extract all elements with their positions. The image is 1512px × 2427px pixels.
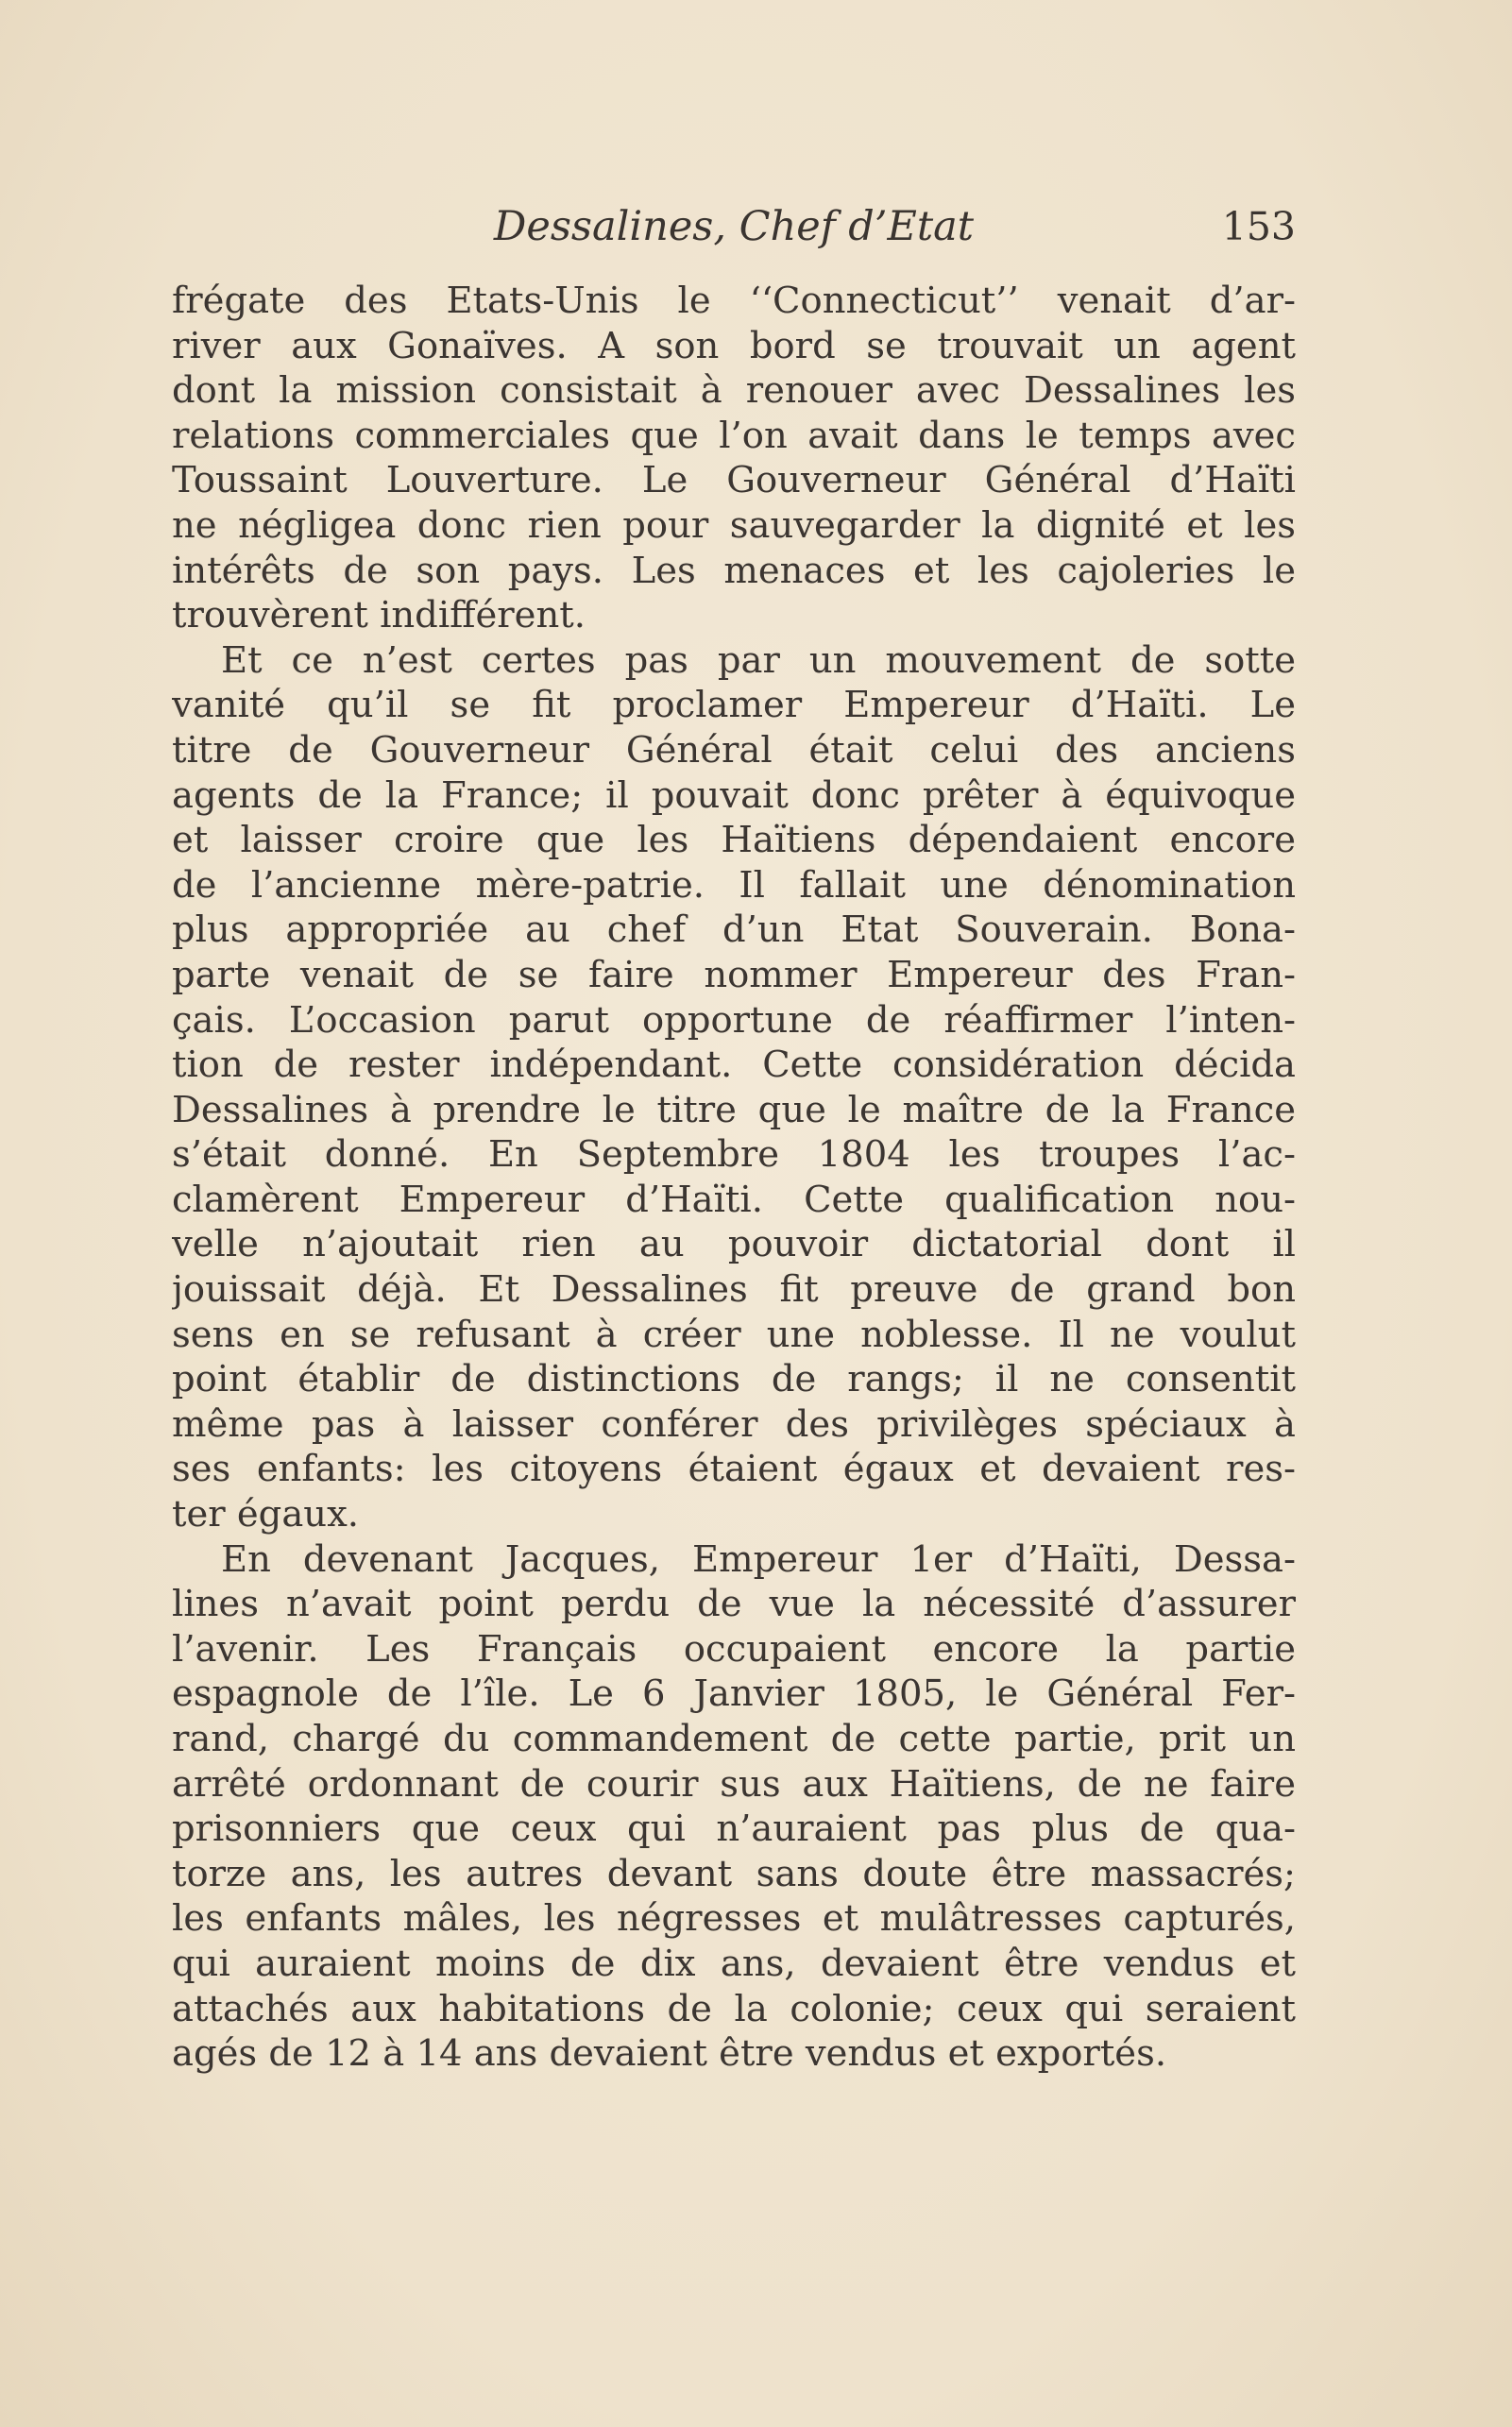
text-line: En devenant Jacques, Empereur 1er d’Haïti, Dessa- <box>221 1537 1296 1581</box>
text-line: frégate des Etats-Unis le ‘‘Connecticut’’ venait d’ar- <box>172 280 1296 322</box>
text-line: point établir de distinctions de rangs; il ne consentit <box>172 1358 1296 1401</box>
page-header <box>172 196 1296 257</box>
text-line: trouvèrent indifférent. <box>172 594 586 637</box>
body-text <box>172 279 1296 2077</box>
text-line: attachés aux habitations de la colonie; ceux qui seraient <box>172 1987 1296 2030</box>
text-line: parte venait de se faire nommer Empereur des Fran- <box>172 953 1296 996</box>
text-line: vanité qu’il se fit proclamer Empereur d’Haïti. Le <box>172 684 1296 727</box>
paragraph <box>172 638 1296 1537</box>
text-line: ses enfants: les citoyens étaient égaux et devaient res- <box>172 1448 1296 1491</box>
text-line: çais. L’occasion parut opportune de réaffirmer l’inten- <box>172 998 1296 1042</box>
paragraph <box>172 1537 1296 2077</box>
text-line: même pas à laisser conférer des privilèges spéciaux à <box>172 1402 1296 1446</box>
text-line: agés de 12 à 14 ans devaient être vendus et exportés. <box>172 2032 1167 2076</box>
text-line: arrêté ordonnant de courir sus aux Haïtiens, de ne faire <box>172 1762 1296 1806</box>
text-line: dont la mission consistait à renouer avec Dessalines les <box>172 369 1296 413</box>
running-title: Dessalines, Chef d’Etat <box>493 203 975 250</box>
text-line: river aux Gonaïves. A son bord se trouvait un agent <box>172 324 1296 367</box>
text-line: velle n’ajoutait rien au pouvoir dictatorial dont il <box>172 1223 1296 1266</box>
text-line: et laisser croire que les Haïtiens dépendaient encore <box>172 819 1296 862</box>
text-line: tion de rester indépendant. Cette considération décida <box>172 1044 1296 1087</box>
text-line: clamèrent Empereur d’Haïti. Cette qualification nou- <box>172 1178 1296 1221</box>
text-line: espagnole de l’île. Le 6 Janvier 1805, le Général Fer- <box>172 1672 1296 1716</box>
text-line: relations commerciales que l’on avait dans le temps avec <box>172 414 1296 457</box>
text-line: plus appropriée au chef d’un Etat Souverain. Bona- <box>172 908 1296 952</box>
text-line: ne négligea donc rien pour sauvegarder la dignité et les <box>172 503 1296 547</box>
text-line: les enfants mâles, les négresses et mulâtresses capturés, <box>172 1897 1296 1941</box>
text-line: rand, chargé du commandement de cette partie, prit un <box>172 1718 1296 1760</box>
text-line: titre de Gouverneur Général était celui des anciens <box>172 728 1296 772</box>
text-line: Toussaint Louverture. Le Gouverneur Général d’Haïti <box>172 459 1296 502</box>
text-line: l’avenir. Les Français occupaient encore la partie <box>172 1627 1296 1671</box>
text-line: ter égaux. <box>172 1493 360 1536</box>
text-line: torze ans, les autres devant sans doute être massacrés; <box>172 1852 1296 1895</box>
text-line: de l’ancienne mère-patrie. Il fallait une dénomination <box>172 863 1296 907</box>
text-line: lines n’avait point perdu de vue la nécessité d’assurer <box>172 1583 1296 1626</box>
page-number: 153 <box>1221 204 1296 249</box>
paragraph <box>172 279 1296 638</box>
text-line: agents de la France; il pouvait donc prêter à équivoque <box>172 773 1296 817</box>
text-line: sens en se refusant à créer une noblesse. Il ne voulut <box>172 1313 1296 1356</box>
text-line: jouissait déjà. Et Dessalines fit preuve de grand bon <box>172 1268 1296 1312</box>
text-line: Dessalines à prendre le titre que le maître de la France <box>172 1088 1296 1131</box>
text-line: s’était donné. En Septembre 1804 les troupes l’ac- <box>172 1133 1296 1177</box>
text-line: prisonniers que ceux qui n’auraient pas plus de qua- <box>172 1808 1296 1851</box>
text-line: Et ce n’est certes pas par un mouvement de sotte <box>221 638 1296 682</box>
text-line: qui auraient moins de dix ans, devaient être vendus et <box>172 1942 1296 1985</box>
text-line: intérêts de son pays. Les menaces et les cajoleries le <box>172 549 1296 592</box>
